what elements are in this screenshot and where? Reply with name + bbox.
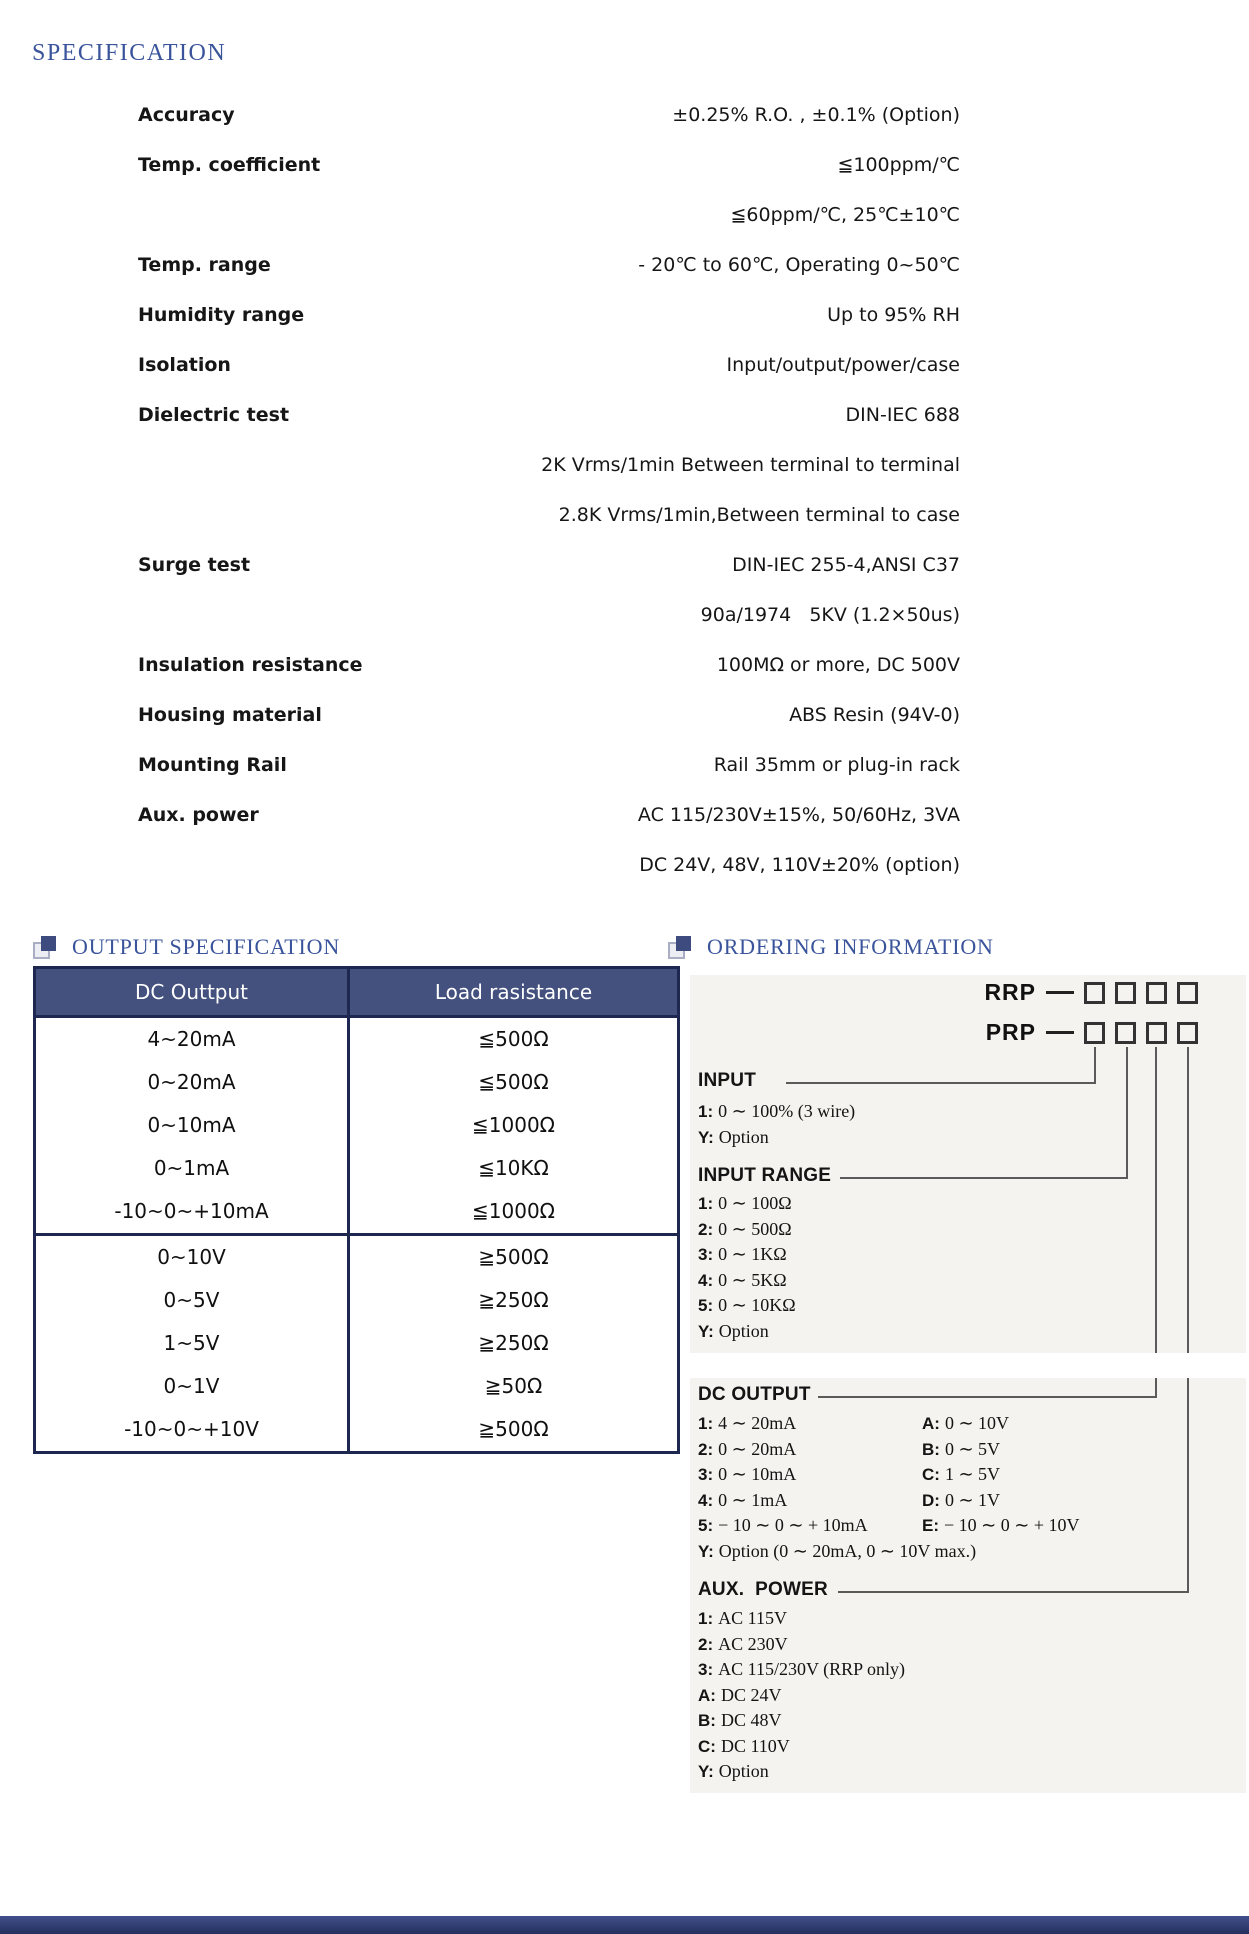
- spec-label: Surge test: [138, 554, 251, 576]
- output-specification-header: [33, 934, 340, 960]
- column-header-load-resistance: Load rasistance: [434, 980, 593, 1004]
- table-cell: ≦500Ω: [478, 1070, 549, 1094]
- page-title: SPECIFICATION: [32, 40, 227, 66]
- output-specification-title: OUTPUT SPECIFICATION: [72, 934, 341, 959]
- ordering-option: 2: 0 ∼ 500Ω: [698, 1218, 792, 1239]
- table-cell: ≦10KΩ: [478, 1156, 549, 1180]
- spec-value: ±0.25% R.O. , ±0.1% (Option): [672, 104, 960, 126]
- connector-line-aux-power: [838, 1591, 1189, 1593]
- dash-line: [1046, 991, 1074, 994]
- model-code-row-rrp: [690, 979, 1246, 1006]
- table-cell: ≧250Ω: [478, 1288, 549, 1312]
- model-name: RRP: [984, 979, 1036, 1005]
- spec-value: 2K Vrms/1min Between terminal to terminal: [541, 454, 960, 476]
- ordering-option: E: − 10 ∼ 0 ∼ + 10V: [922, 1515, 1080, 1535]
- spec-value: DC 24V, 48V, 110V±20% (option): [639, 854, 960, 876]
- spec-list: [0, 90, 960, 890]
- spec-row: [0, 240, 960, 290]
- model-name: PRP: [985, 1019, 1036, 1045]
- spec-row: [0, 740, 960, 790]
- table-group-voltage: [36, 1233, 677, 1451]
- spec-label: Temp. coefficient: [138, 154, 321, 176]
- ordering-option: C: DC 110V: [698, 1735, 790, 1756]
- connector-line-input: [786, 1082, 1096, 1084]
- ordering-option: D: 0 ∼ 1V: [922, 1489, 1001, 1510]
- dash-line: [1046, 1031, 1074, 1034]
- spec-row: [0, 640, 960, 690]
- ordering-option: C: 1 ∼ 5V: [922, 1464, 1001, 1484]
- spec-value: Up to 95% RH: [827, 304, 960, 326]
- spec-label: Aux. power: [138, 804, 259, 826]
- input-range-group-list: [698, 1191, 796, 1344]
- table-cell: 0~1mA: [153, 1156, 230, 1180]
- table-cell: 0~5V: [163, 1288, 220, 1312]
- table-cell: ≧500Ω: [478, 1417, 549, 1441]
- spec-row: [0, 90, 960, 140]
- ordering-option: 2: AC 230V: [698, 1633, 788, 1654]
- ordering-information-header: [668, 934, 994, 960]
- spec-label: Dielectric test: [138, 404, 290, 426]
- spec-label: Housing material: [138, 704, 322, 726]
- spec-row: [0, 790, 960, 840]
- table-cell: 0~10V: [157, 1245, 226, 1269]
- spec-row: [0, 440, 960, 490]
- spec-row: [0, 140, 960, 190]
- connector-line-input: [1094, 1047, 1096, 1084]
- dc-output-group-label: DC OUTPUT: [698, 1384, 811, 1405]
- table-cell: -10~0~+10mA: [114, 1199, 269, 1223]
- aux-power-group-label: AUX. POWER: [698, 1579, 828, 1600]
- ordering-option: A: 0 ∼ 10V: [922, 1413, 1010, 1433]
- spec-value: Input/output/power/case: [726, 354, 960, 376]
- ordering-option: Y: Option: [698, 1761, 769, 1781]
- scan-seam: [686, 1353, 1249, 1378]
- table-header-row: [36, 969, 677, 1018]
- ordering-option: 3: AC 115/230V (RRP only): [698, 1659, 905, 1679]
- table-cell: ≧50Ω: [484, 1374, 543, 1398]
- spec-value: 90a/1974 5KV (1.2×50us): [700, 604, 960, 626]
- spec-label: Accuracy: [138, 104, 235, 126]
- spec-value: ≦60ppm/℃, 25℃±10℃: [730, 204, 960, 226]
- spec-value: 100MΩ or more, DC 500V: [716, 654, 960, 676]
- spec-label: Humidity range: [138, 304, 305, 326]
- ordering-option: B: DC 48V: [698, 1710, 782, 1730]
- ordering-diagram: [690, 975, 1246, 1793]
- spec-label: Insulation resistance: [138, 654, 363, 676]
- table-cell: ≦1000Ω: [472, 1199, 555, 1223]
- spec-row: [0, 540, 960, 590]
- spec-value: - 20℃ to 60℃, Operating 0~50℃: [638, 254, 960, 276]
- spec-row: [0, 290, 960, 340]
- spec-label: Isolation: [138, 354, 231, 376]
- ordering-option: 2: 0 ∼ 20mA: [698, 1438, 797, 1459]
- model-digit-box: [1146, 1022, 1167, 1044]
- spec-row: [0, 690, 960, 740]
- table-cell: ≧250Ω: [478, 1331, 549, 1355]
- ordering-option: B: 0 ∼ 5V: [922, 1438, 1001, 1459]
- ordering-option: 4: 0 ∼ 1mA: [698, 1489, 788, 1510]
- table-cell: -10~0~+10V: [124, 1417, 259, 1441]
- model-digit-box: [1177, 1022, 1198, 1044]
- aux-power-group-list: [698, 1606, 905, 1785]
- connector-line-input-range: [1126, 1047, 1128, 1179]
- model-digit-box: [1084, 982, 1105, 1004]
- ordering-option: Y: Option: [698, 1320, 769, 1341]
- connector-line-aux-power: [1187, 1378, 1189, 1593]
- model-digit-box: [1146, 982, 1167, 1004]
- section-bullet-icon: [668, 936, 691, 959]
- spec-row: [0, 390, 960, 440]
- ordering-option: 5: 0 ∼ 10KΩ: [698, 1295, 796, 1315]
- connector-line-dc-output: [818, 1396, 1157, 1398]
- input-range-group-label: INPUT RANGE: [698, 1165, 832, 1186]
- spec-value: DIN-IEC 688: [845, 404, 960, 426]
- column-header-dc-output: DC Outtput: [36, 969, 350, 1015]
- section-bullet-icon: [33, 936, 56, 959]
- ordering-option: 4: 0 ∼ 5KΩ: [698, 1269, 787, 1290]
- ordering-option: 3: 0 ∼ 10mA: [698, 1464, 797, 1484]
- ordering-option: A: DC 24V: [698, 1684, 782, 1705]
- ordering-option: Y: Option: [698, 1126, 769, 1147]
- table-cell: ≦1000Ω: [472, 1113, 555, 1137]
- model-digit-box: [1177, 982, 1198, 1004]
- connector-line-aux-power: [1187, 1047, 1189, 1353]
- spec-label: Temp. range: [138, 254, 271, 276]
- spec-row: [0, 190, 960, 240]
- spec-value: ABS Resin (94V-0): [789, 704, 960, 726]
- input-group-label: INPUT: [698, 1070, 756, 1091]
- page-footer-bar: [0, 1916, 1249, 1934]
- connector-line-dc-output: [1155, 1378, 1157, 1398]
- ordering-option: 5: − 10 ∼ 0 ∼ + 10mA: [698, 1515, 868, 1535]
- table-cell: ≧500Ω: [478, 1245, 549, 1269]
- model-code-row-prp: [690, 1019, 1246, 1046]
- connector-line-dc-output: [1155, 1047, 1157, 1353]
- table-cell: 4~20mA: [147, 1027, 236, 1051]
- ordering-option: 1: AC 115V: [698, 1608, 787, 1628]
- ordering-option: 3: 0 ∼ 1KΩ: [698, 1244, 787, 1264]
- table-cell: 1~5V: [163, 1331, 220, 1355]
- spec-row: [0, 840, 960, 890]
- table-cell: ≦500Ω: [478, 1027, 549, 1051]
- spec-row: [0, 490, 960, 540]
- spec-value: DIN-IEC 255-4,ANSI C37: [732, 554, 960, 576]
- table-cell: 0~10mA: [147, 1113, 236, 1137]
- ordering-option: 1: 0 ∼ 100Ω: [698, 1193, 792, 1213]
- ordering-option: 1: 0 ∼ 100% (3 wire): [698, 1101, 856, 1121]
- model-digit-box: [1115, 1022, 1136, 1044]
- connector-line-input-range: [840, 1177, 1128, 1179]
- spec-row: [0, 590, 960, 640]
- spec-label: Mounting Rail: [138, 754, 287, 776]
- input-group-list: [698, 1099, 855, 1150]
- table-cell: 0~20mA: [147, 1070, 236, 1094]
- ordering-option: Y: Option (0 ∼ 20mA, 0 ∼ 10V max.): [698, 1540, 977, 1561]
- table-group-current: [36, 1018, 677, 1233]
- ordering-option: 1: 4 ∼ 20mA: [698, 1413, 797, 1433]
- dc-output-right-list: [922, 1411, 1079, 1539]
- model-digit-box: [1115, 982, 1136, 1004]
- output-specification-table: [33, 966, 680, 1454]
- spec-value: AC 115/230V±15%, 50/60Hz, 3VA: [637, 804, 960, 826]
- spec-value: Rail 35mm or plug-in rack: [713, 754, 960, 776]
- model-digit-box: [1084, 1022, 1105, 1044]
- ordering-information-title: ORDERING INFORMATION: [707, 934, 994, 959]
- spec-row: [0, 340, 960, 390]
- spec-value: ≦100ppm/℃: [837, 154, 960, 176]
- table-cell: 0~1V: [163, 1374, 220, 1398]
- spec-value: 2.8K Vrms/1min,Between terminal to case: [558, 504, 960, 526]
